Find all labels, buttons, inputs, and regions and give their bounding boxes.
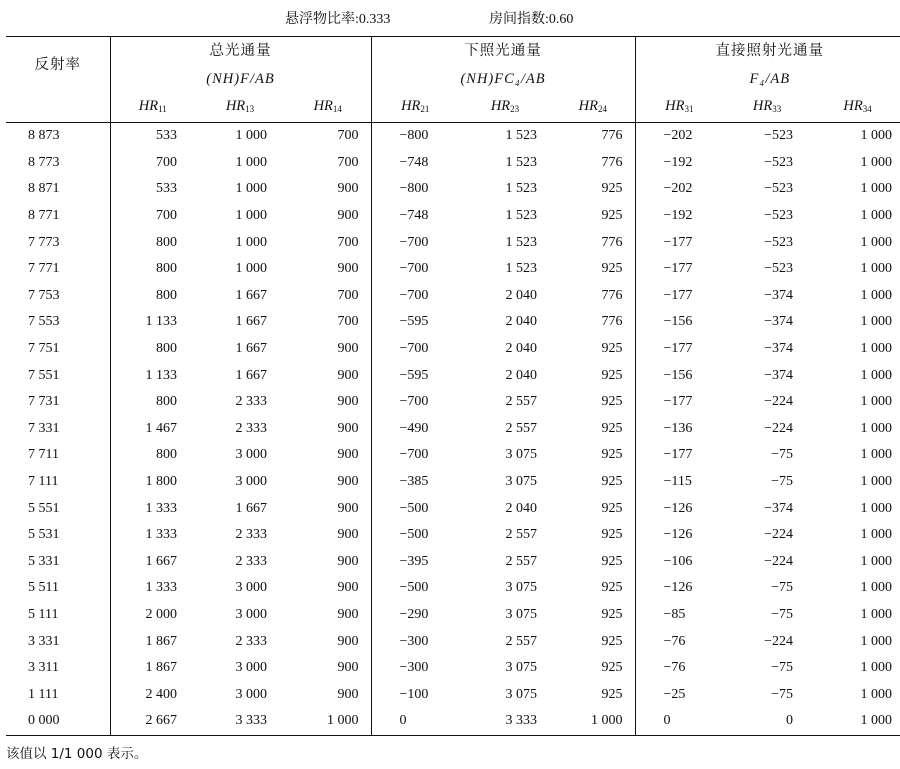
table-row xyxy=(6,575,900,602)
table-cell: −595 xyxy=(371,362,459,389)
table-cell: −700 xyxy=(371,389,459,416)
table-cell: −177 xyxy=(635,442,723,469)
table-cell: 1 523 xyxy=(505,181,537,197)
table-cell: 900 xyxy=(337,606,359,622)
table-cell: −523 xyxy=(764,261,794,277)
reflectance-cell: 8 771 xyxy=(28,208,60,224)
table-cell: −76 xyxy=(635,628,723,655)
table-cell: 925 xyxy=(601,580,623,596)
table-cell: −156 xyxy=(635,309,723,336)
table-cell: 1 133 xyxy=(110,362,195,389)
table-cell: 925 xyxy=(601,606,623,622)
column-header-base: HR xyxy=(313,97,333,114)
table-cell: 2 557 xyxy=(505,553,537,569)
table-cell: 900 xyxy=(337,474,359,490)
table-row xyxy=(6,256,900,283)
table-cell: 925 xyxy=(601,660,623,676)
table-cell: 1 000 xyxy=(235,208,267,224)
table-cell: 1 000 xyxy=(235,154,267,170)
column-header xyxy=(551,92,635,123)
column-header xyxy=(110,92,195,123)
table-cell: 900 xyxy=(337,686,359,702)
table-row xyxy=(6,416,900,443)
table-cell: 900 xyxy=(337,553,359,569)
table-cell: 1 133 xyxy=(110,309,195,336)
table-cell: −374 xyxy=(764,367,794,383)
table-cell: 1 000 xyxy=(860,420,893,436)
table-cell: 776 xyxy=(601,314,623,330)
table-cell: 900 xyxy=(337,580,359,596)
table-cell: −106 xyxy=(635,549,723,576)
table-cell: −290 xyxy=(371,602,459,629)
table-cell: 776 xyxy=(601,234,623,250)
table-cell: −523 xyxy=(764,154,794,170)
table-row xyxy=(6,336,900,363)
table-cell: −700 xyxy=(371,442,459,469)
table-cell: 1 467 xyxy=(110,416,195,443)
column-header xyxy=(371,92,459,123)
table-cell: −202 xyxy=(635,176,723,203)
group-formula-total-flux: (NH)F/AB xyxy=(110,65,371,92)
table-cell: 1 000 xyxy=(235,261,267,277)
reflectance-cell: 8 873 xyxy=(28,128,60,144)
table-cell: −523 xyxy=(764,234,794,250)
table-cell: 3 075 xyxy=(505,580,537,596)
table-cell: 1 867 xyxy=(110,655,195,682)
table-cell: 1 000 xyxy=(860,261,893,277)
table-cell: −395 xyxy=(371,549,459,576)
column-header xyxy=(459,92,551,123)
table-cell: 3 075 xyxy=(505,660,537,676)
table-cell: 1 523 xyxy=(505,261,537,277)
table-cell: 533 xyxy=(110,123,195,150)
table-cell: −85 xyxy=(635,602,723,629)
table-cell: 3 075 xyxy=(505,447,537,463)
table-cell: 1 000 xyxy=(860,553,893,569)
table-cell: −700 xyxy=(371,256,459,283)
table-cell: 925 xyxy=(601,367,623,383)
table-cell: 3 333 xyxy=(235,713,267,729)
table-row xyxy=(6,123,900,150)
table-cell: 1 523 xyxy=(505,154,537,170)
table-cell: 0 xyxy=(635,708,723,735)
column-header xyxy=(723,92,811,123)
table-cell: −192 xyxy=(635,203,723,230)
table-cell: 700 xyxy=(337,154,359,170)
table-cell: 2 333 xyxy=(235,394,267,410)
table-cell: 700 xyxy=(337,128,359,144)
reflectance-cell: 0 000 xyxy=(28,713,60,729)
table-cell: 900 xyxy=(337,527,359,543)
table-cell: 1 000 xyxy=(860,367,893,383)
column-header-subscript: 34 xyxy=(862,103,872,114)
table-cell: 776 xyxy=(601,287,623,303)
table-row xyxy=(6,229,900,256)
reflectance-header-spacer xyxy=(6,92,110,123)
reflectance-cell: 5 551 xyxy=(28,500,60,516)
table-cell: 2 333 xyxy=(235,527,267,543)
table-body xyxy=(6,123,900,736)
table-cell: 1 333 xyxy=(110,522,195,549)
table-cell: −300 xyxy=(371,628,459,655)
table-cell: −523 xyxy=(764,208,794,224)
table-cell: 1 000 xyxy=(860,314,893,330)
table-cell: −374 xyxy=(764,500,794,516)
table-cell: −76 xyxy=(635,655,723,682)
table-cell: 1 000 xyxy=(860,208,893,224)
table-cell: 1 000 xyxy=(860,474,893,490)
group-formula-downward-flux: (NH)FC₄/AB xyxy=(371,65,635,92)
table-cell: 3 000 xyxy=(235,474,267,490)
column-header-subscript: 24 xyxy=(597,103,607,114)
table-cell: 2 040 xyxy=(505,287,537,303)
table-cell: 700 xyxy=(337,314,359,330)
table-cell: 0 xyxy=(786,713,794,729)
table-row xyxy=(6,681,900,708)
table-row xyxy=(6,362,900,389)
table-cell: 3 000 xyxy=(235,660,267,676)
table-cell: 925 xyxy=(601,181,623,197)
table-row xyxy=(6,283,900,310)
table-row xyxy=(6,708,900,735)
table-cell: 1 667 xyxy=(235,500,267,516)
table-cell: −75 xyxy=(771,474,794,490)
table-cell: −500 xyxy=(371,495,459,522)
table-row xyxy=(6,150,900,177)
table-cell: −75 xyxy=(771,686,794,702)
table-cell: 900 xyxy=(337,181,359,197)
table-cell: 900 xyxy=(337,394,359,410)
table-cell: 3 000 xyxy=(235,606,267,622)
table-cell: −748 xyxy=(371,203,459,230)
table-cell: 1 000 xyxy=(860,633,893,649)
table-cell: 3 000 xyxy=(235,686,267,702)
column-header xyxy=(195,92,285,123)
table-cell: −374 xyxy=(764,314,794,330)
table-cell: 1 000 xyxy=(860,660,893,676)
table-cell: 900 xyxy=(337,208,359,224)
table-cell: −224 xyxy=(764,527,794,543)
table-cell: 0 xyxy=(371,708,459,735)
table-cell: 2 557 xyxy=(505,394,537,410)
table-row xyxy=(6,176,900,203)
table-cell: 800 xyxy=(110,389,195,416)
column-header-base: HR xyxy=(843,97,863,114)
table-cell: 2 040 xyxy=(505,314,537,330)
table-cell: 1 333 xyxy=(110,495,195,522)
table-cell: −75 xyxy=(771,447,794,463)
reflectance-cell: 7 553 xyxy=(28,314,60,330)
table-cell: 1 000 xyxy=(860,500,893,516)
table-cell: 925 xyxy=(601,633,623,649)
table-cell: 800 xyxy=(110,256,195,283)
table-cell: −224 xyxy=(764,394,794,410)
table-cell: 800 xyxy=(110,283,195,310)
table-cell: 900 xyxy=(337,447,359,463)
reflectance-cell: 7 711 xyxy=(28,447,59,463)
table-cell: 1 000 xyxy=(860,713,893,729)
table-cell: 1 000 xyxy=(860,580,893,596)
table-row xyxy=(6,495,900,522)
table-cell: 925 xyxy=(601,447,623,463)
table-cell: −748 xyxy=(371,150,459,177)
table-cell: −115 xyxy=(635,469,723,496)
table-cell: 700 xyxy=(110,150,195,177)
column-header-subscript: 31 xyxy=(684,103,694,114)
table-cell: −75 xyxy=(771,606,794,622)
group-formula-direct-flux: F₄/AB xyxy=(635,65,900,92)
group-title-direct-flux: 直接照射光通量 xyxy=(635,37,900,66)
table-cell: −126 xyxy=(635,575,723,602)
table-cell: 925 xyxy=(601,261,623,277)
reflectance-cell: 7 771 xyxy=(28,261,60,277)
table-cell: 776 xyxy=(601,128,623,144)
table-cell: 800 xyxy=(110,336,195,363)
column-header-subscript: 33 xyxy=(772,103,782,114)
table-cell: 533 xyxy=(110,176,195,203)
suspension-ratio-label: 悬浮物比率:0.333 xyxy=(285,12,391,27)
table-cell: 1 667 xyxy=(235,367,267,383)
table-cell: 900 xyxy=(337,660,359,676)
table-row xyxy=(6,655,900,682)
table-cell: 1 000 xyxy=(860,154,893,170)
table-cell: −126 xyxy=(635,495,723,522)
reflectance-cell: 5 331 xyxy=(28,553,60,569)
table-cell: −177 xyxy=(635,283,723,310)
table-cell: 925 xyxy=(601,341,623,357)
reflectance-cell: 7 551 xyxy=(28,367,60,383)
table-cell: 2 557 xyxy=(505,420,537,436)
table-cell: −500 xyxy=(371,575,459,602)
table-cell: 1 667 xyxy=(110,549,195,576)
table-cell: 900 xyxy=(337,341,359,357)
footnote: 该值以 1/1 000 表示。 xyxy=(6,746,148,762)
table-cell: 1 523 xyxy=(505,128,537,144)
table-cell: −224 xyxy=(764,553,794,569)
table-cell: 1 000 xyxy=(235,128,267,144)
table-cell: 2 333 xyxy=(235,420,267,436)
column-header-subscript: 14 xyxy=(332,103,342,114)
table-cell: −500 xyxy=(371,522,459,549)
table-cell: 1 867 xyxy=(110,628,195,655)
table-cell: 1 000 xyxy=(860,341,893,357)
table-cell: 776 xyxy=(601,154,623,170)
table-cell: 1 000 xyxy=(235,234,267,250)
table-cell: 800 xyxy=(110,229,195,256)
table-row xyxy=(6,628,900,655)
column-header xyxy=(635,92,723,123)
column-header xyxy=(285,92,371,123)
table-cell: 1 000 xyxy=(860,287,893,303)
table-cell: 2 040 xyxy=(505,500,537,516)
column-header-row xyxy=(6,92,900,123)
table-cell: 700 xyxy=(337,234,359,250)
reflectance-cell: 3 311 xyxy=(28,660,59,676)
column-header-base: HR xyxy=(138,97,159,114)
table-cell: −490 xyxy=(371,416,459,443)
reflectance-cell: 8 871 xyxy=(28,181,60,197)
column-header-base: HR xyxy=(665,97,685,114)
table-cell: 1 000 xyxy=(591,713,623,729)
table-cell: −700 xyxy=(371,336,459,363)
table-cell: −202 xyxy=(635,123,723,150)
table-cell: 3 000 xyxy=(235,580,267,596)
column-header-subscript: 21 xyxy=(420,103,430,114)
table-row xyxy=(6,549,900,576)
table-cell: 900 xyxy=(337,633,359,649)
column-header-base: HR xyxy=(401,97,421,114)
reflectance-cell: 7 753 xyxy=(28,287,60,303)
table-cell: −374 xyxy=(764,341,794,357)
table-cell: 1 000 xyxy=(860,686,893,702)
table-cell: −75 xyxy=(771,580,794,596)
table-cell: −385 xyxy=(371,469,459,496)
table-cell: −75 xyxy=(771,660,794,676)
table-cell: 2 040 xyxy=(505,367,537,383)
table-cell: −177 xyxy=(635,256,723,283)
table-cell: 1 000 xyxy=(860,527,893,543)
table-cell: 925 xyxy=(601,527,623,543)
table-cell: −126 xyxy=(635,522,723,549)
room-index-label: 房间指数:0.60 xyxy=(489,12,574,27)
table-cell: 2 557 xyxy=(505,633,537,649)
column-header-base: HR xyxy=(578,97,598,114)
table-cell: 1 000 xyxy=(327,713,359,729)
table-cell: −156 xyxy=(635,362,723,389)
table-cell: 2 400 xyxy=(110,681,195,708)
table-cell: 1 667 xyxy=(235,287,267,303)
table-cell: −800 xyxy=(371,123,459,150)
column-header-base: HR xyxy=(752,97,773,114)
table-cell: 1 523 xyxy=(505,208,537,224)
table-cell: −177 xyxy=(635,336,723,363)
column-header-base: HR xyxy=(490,97,511,114)
reflectance-cell: 5 511 xyxy=(28,580,59,596)
column-header-base: HR xyxy=(225,97,246,114)
table-cell: −523 xyxy=(764,128,794,144)
coefficient-table xyxy=(6,36,900,736)
table-row xyxy=(6,602,900,629)
reflectance-cell: 7 731 xyxy=(28,394,60,410)
table-cell: −136 xyxy=(635,416,723,443)
reflectance-cell: 7 111 xyxy=(28,474,59,490)
table-cell: 925 xyxy=(601,686,623,702)
table-cell: 900 xyxy=(337,420,359,436)
reflectance-cell: 7 331 xyxy=(28,420,60,436)
reflectance-cell: 7 773 xyxy=(28,234,60,250)
table-row xyxy=(6,469,900,496)
table-cell: 2 557 xyxy=(505,527,537,543)
table-cell: −523 xyxy=(764,181,794,197)
group-title-downward-flux: 下照光通量 xyxy=(371,37,635,66)
reflectance-cell: 7 751 xyxy=(28,341,60,357)
column-header xyxy=(811,92,900,123)
table-cell: 1 800 xyxy=(110,469,195,496)
table-cell: 925 xyxy=(601,500,623,516)
table-cell: 1 667 xyxy=(235,314,267,330)
table-cell: −700 xyxy=(371,283,459,310)
table-cell: −224 xyxy=(764,633,794,649)
table-cell: 1 000 xyxy=(860,606,893,622)
reflectance-header: 反射率 xyxy=(34,56,81,73)
table-cell: −192 xyxy=(635,150,723,177)
table-cell: 2 333 xyxy=(235,553,267,569)
reflectance-cell: 5 111 xyxy=(28,606,59,622)
table-cell: 900 xyxy=(337,261,359,277)
table-cell: 1 000 xyxy=(860,181,893,197)
table-cell: 700 xyxy=(110,203,195,230)
table-cell: −25 xyxy=(635,681,723,708)
table-cell: 1 000 xyxy=(235,181,267,197)
column-header-subscript: 23 xyxy=(510,103,520,114)
table-cell: 925 xyxy=(601,474,623,490)
reflectance-cell: 3 331 xyxy=(28,633,60,649)
table-cell: 700 xyxy=(337,287,359,303)
table-cell: 2 667 xyxy=(110,708,195,735)
table-cell: 1 523 xyxy=(505,234,537,250)
table-cell: −700 xyxy=(371,229,459,256)
column-header-subscript: 11 xyxy=(158,103,167,114)
table-cell: 925 xyxy=(601,553,623,569)
table-cell: −177 xyxy=(635,229,723,256)
table-row xyxy=(6,389,900,416)
table-cell: 800 xyxy=(110,442,195,469)
group-title-total-flux: 总光通量 xyxy=(110,37,371,66)
column-header-subscript: 13 xyxy=(245,103,255,114)
table-cell: −177 xyxy=(635,389,723,416)
table-cell: 3 333 xyxy=(505,713,537,729)
table-cell: 925 xyxy=(601,394,623,410)
table-cell: 3 075 xyxy=(505,606,537,622)
table-cell: 2 000 xyxy=(110,602,195,629)
table-cell: 1 333 xyxy=(110,575,195,602)
table-cell: 1 000 xyxy=(860,394,893,410)
table-cell: 925 xyxy=(601,208,623,224)
reflectance-cell: 8 773 xyxy=(28,154,60,170)
table-caption-line xyxy=(0,6,900,28)
table-cell: 1 000 xyxy=(860,447,893,463)
table-cell: 2 333 xyxy=(235,633,267,649)
reflectance-cell: 1 111 xyxy=(28,686,59,702)
table-cell: 2 040 xyxy=(505,341,537,357)
table-cell: 900 xyxy=(337,367,359,383)
reflectance-cell: 5 531 xyxy=(28,527,60,543)
table-cell: −374 xyxy=(764,287,794,303)
table-cell: −300 xyxy=(371,655,459,682)
table-cell: 3 075 xyxy=(505,474,537,490)
table-row xyxy=(6,522,900,549)
table-cell: −100 xyxy=(371,681,459,708)
table-cell: −595 xyxy=(371,309,459,336)
table-cell: 1 000 xyxy=(860,128,893,144)
table-cell: −224 xyxy=(764,420,794,436)
table-cell: 3 000 xyxy=(235,447,267,463)
table-cell: 900 xyxy=(337,500,359,516)
table-row xyxy=(6,203,900,230)
table-row xyxy=(6,309,900,336)
table-cell: 1 667 xyxy=(235,341,267,357)
table-cell: 1 000 xyxy=(860,234,893,250)
table-row xyxy=(6,442,900,469)
table-cell: 3 075 xyxy=(505,686,537,702)
table-cell: −800 xyxy=(371,176,459,203)
table-cell: 925 xyxy=(601,420,623,436)
